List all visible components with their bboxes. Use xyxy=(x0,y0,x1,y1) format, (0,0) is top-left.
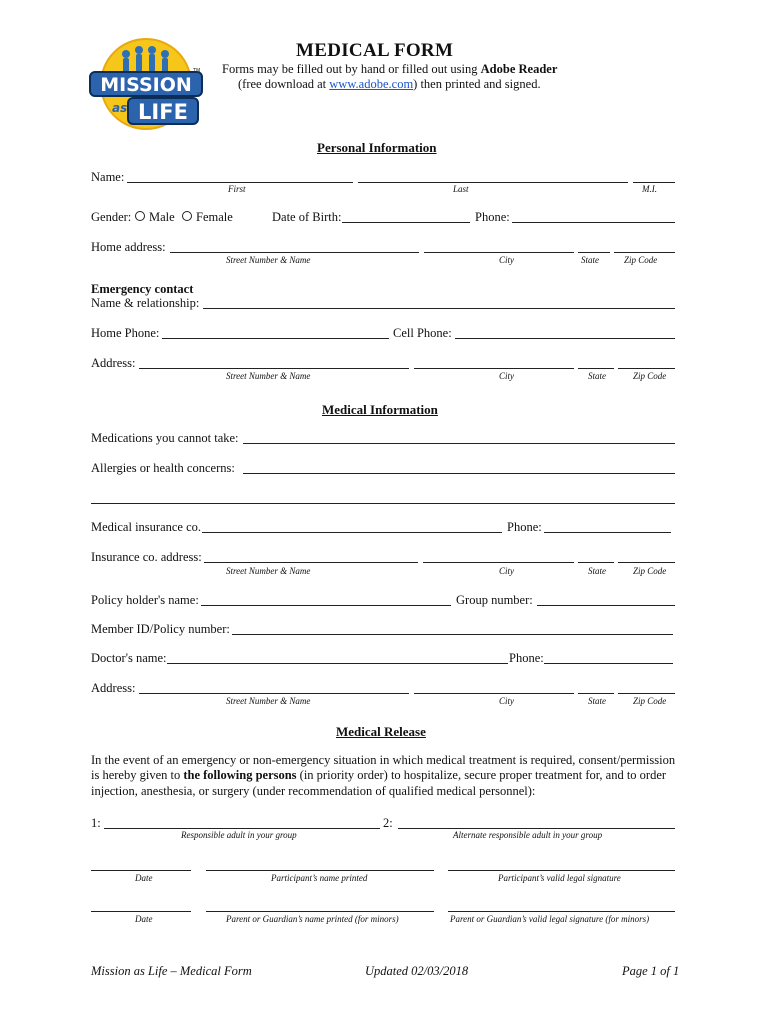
last-name-field[interactable] xyxy=(358,182,628,183)
group-number-field[interactable] xyxy=(537,605,675,606)
participant-name-caption: Participant’s name printed xyxy=(271,873,368,883)
allergies-field-continued[interactable] xyxy=(91,503,675,504)
state-caption: State xyxy=(581,255,599,265)
policy-holder-field[interactable] xyxy=(201,605,451,606)
emergency-address-label: Address: xyxy=(91,356,136,370)
insurance-field[interactable] xyxy=(202,532,502,533)
doctor-name-label: Doctor's name: xyxy=(91,651,167,665)
insurance-address-label: Insurance co. address: xyxy=(91,550,202,564)
release-1-label: 1: xyxy=(91,816,101,830)
zip-caption: Zip Code xyxy=(633,696,667,706)
release-2-label: 2: xyxy=(383,816,393,830)
release-paragraph-line-1: In the event of an emergency or non-emergency situation in which medical treatment is required, consent/permission xyxy=(91,753,676,767)
city-caption: City xyxy=(499,696,514,706)
state-field[interactable] xyxy=(578,252,610,253)
street-caption: Street Number & Name xyxy=(226,566,311,576)
member-id-field[interactable] xyxy=(232,634,673,635)
insurance-zip-field[interactable] xyxy=(618,562,675,563)
svg-text:LIFE: LIFE xyxy=(138,100,188,124)
footer-left: Mission as Life – Medical Form xyxy=(91,964,252,978)
doctor-city-field[interactable] xyxy=(414,693,574,694)
phone-field[interactable] xyxy=(512,222,675,223)
doctor-phone-field[interactable] xyxy=(544,663,673,664)
city-caption: City xyxy=(499,371,514,381)
state-caption: State xyxy=(588,371,606,381)
participant-signature-caption: Participant’s valid legal signature xyxy=(498,873,621,883)
allergies-field[interactable] xyxy=(243,473,675,474)
street-field[interactable] xyxy=(170,252,419,253)
insurance-phone-field[interactable] xyxy=(544,532,671,533)
responsible-adult-field[interactable] xyxy=(104,828,380,829)
date-caption: Date xyxy=(135,914,153,924)
street-caption: Street Number & Name xyxy=(226,255,311,265)
member-id-label: Member ID/Policy number: xyxy=(91,622,230,636)
emergency-street-field[interactable] xyxy=(139,368,409,369)
allergies-label: Allergies or health concerns: xyxy=(91,461,235,475)
participant-signature-field[interactable] xyxy=(448,870,675,871)
insurance-city-field[interactable] xyxy=(423,562,574,563)
first-name-field[interactable] xyxy=(127,182,353,183)
city-caption: City xyxy=(499,566,514,576)
date-caption: Date xyxy=(135,873,153,883)
doctor-state-field[interactable] xyxy=(578,693,614,694)
street-caption: Street Number & Name xyxy=(226,696,311,706)
medications-label: Medications you cannot take: xyxy=(91,431,239,445)
first-caption: First xyxy=(228,184,246,194)
zip-caption: Zip Code xyxy=(633,371,667,381)
insurance-phone-label: Phone: xyxy=(507,520,542,534)
state-caption: State xyxy=(588,696,606,706)
personal-information-heading: Personal Information xyxy=(317,140,437,155)
release-paragraph-line-2: is hereby given to the following persons (in priority order) to hospitalize, secure proper treatment for, and to order xyxy=(91,768,667,782)
doctor-zip-field[interactable] xyxy=(618,693,675,694)
instructions-line-2: (free download at www.adobe.com) then printed and signed. xyxy=(238,77,541,91)
male-radio[interactable]: Male xyxy=(135,211,175,224)
emergency-state-field[interactable] xyxy=(578,368,614,369)
emergency-contact-heading: Emergency contact xyxy=(91,282,194,296)
dob-label: Date of Birth: xyxy=(272,210,342,224)
name-label: Name: xyxy=(91,170,125,184)
name-relationship-field[interactable] xyxy=(203,308,675,309)
svg-text:TM: TM xyxy=(193,68,201,74)
alternate-adult-field[interactable] xyxy=(398,828,675,829)
guardian-name-field[interactable] xyxy=(206,911,434,912)
state-caption: State xyxy=(588,566,606,576)
policy-holder-label: Policy holder's name: xyxy=(91,593,199,607)
zip-field[interactable] xyxy=(614,252,675,253)
city-field[interactable] xyxy=(424,252,574,253)
dob-field[interactable] xyxy=(342,222,470,223)
svg-text:as: as xyxy=(112,101,128,115)
footer-center: Updated 02/03/2018 xyxy=(365,964,469,978)
radio-icon xyxy=(135,211,145,221)
form-title: MEDICAL FORM xyxy=(296,40,454,61)
insurance-label: Medical insurance co. xyxy=(91,520,202,534)
home-phone-label: Home Phone: xyxy=(91,326,160,340)
medical-information-heading: Medical Information xyxy=(322,402,438,417)
guardian-date-field[interactable] xyxy=(91,911,191,912)
gender-label: Gender: xyxy=(91,210,132,224)
mission-as-life-logo xyxy=(86,36,210,136)
guardian-signature-field[interactable] xyxy=(448,911,675,912)
instructions-line-1 xyxy=(222,63,557,76)
guardian-signature-caption: Parent or Guardian’s valid legal signature (for minors) xyxy=(450,914,650,924)
doctor-phone-label: Phone: xyxy=(509,651,544,665)
last-caption: Last xyxy=(453,184,469,194)
instructions-text: Forms may be filled out by hand or filled out using xyxy=(222,62,481,76)
zip-caption: Zip Code xyxy=(633,566,667,576)
medications-field[interactable] xyxy=(243,443,675,444)
zip-caption: Zip Code xyxy=(624,255,658,265)
adobe-reader-text: Adobe Reader xyxy=(480,62,558,76)
name-relationship-label: Name & relationship: xyxy=(91,296,200,310)
svg-text:MISSION: MISSION xyxy=(100,74,192,96)
emergency-zip-field[interactable] xyxy=(618,368,675,369)
alternate-caption: Alternate responsible adult in your group xyxy=(453,830,603,840)
middle-initial-field[interactable] xyxy=(633,182,675,183)
home-phone-field[interactable] xyxy=(162,338,389,339)
mi-caption: M.I. xyxy=(642,184,657,194)
footer-page-number: Page 1 of 1 xyxy=(622,964,680,978)
insurance-street-field[interactable] xyxy=(204,562,418,563)
street-caption: Street Number & Name xyxy=(226,371,311,381)
doctor-street-field[interactable] xyxy=(139,693,409,694)
home-address-label: Home address: xyxy=(91,240,166,254)
city-caption: City xyxy=(499,255,514,265)
phone-label: Phone: xyxy=(475,210,510,224)
doctor-name-field[interactable] xyxy=(167,663,508,664)
emergency-city-field[interactable] xyxy=(414,368,574,369)
release-paragraph-line-3: injection, anesthesia, or surgery (under recommendation of qualified medical personnel): xyxy=(91,784,536,798)
radio-icon xyxy=(182,211,192,221)
insurance-state-field[interactable] xyxy=(578,562,614,563)
cell-phone-label: Cell Phone: xyxy=(393,326,452,340)
responsible-caption: Responsible adult in your group xyxy=(181,830,297,840)
female-radio[interactable]: Female xyxy=(182,211,233,224)
participant-date-field[interactable] xyxy=(91,870,191,871)
cell-phone-field[interactable] xyxy=(455,338,675,339)
guardian-name-caption: Parent or Guardian’s name printed (for minors) xyxy=(226,914,399,924)
medical-release-heading: Medical Release xyxy=(336,724,426,739)
doctor-address-label: Address: xyxy=(91,681,136,695)
adobe-link[interactable]: www.adobe.com xyxy=(329,77,414,91)
group-number-label: Group number: xyxy=(456,593,533,607)
participant-name-field[interactable] xyxy=(206,870,434,871)
